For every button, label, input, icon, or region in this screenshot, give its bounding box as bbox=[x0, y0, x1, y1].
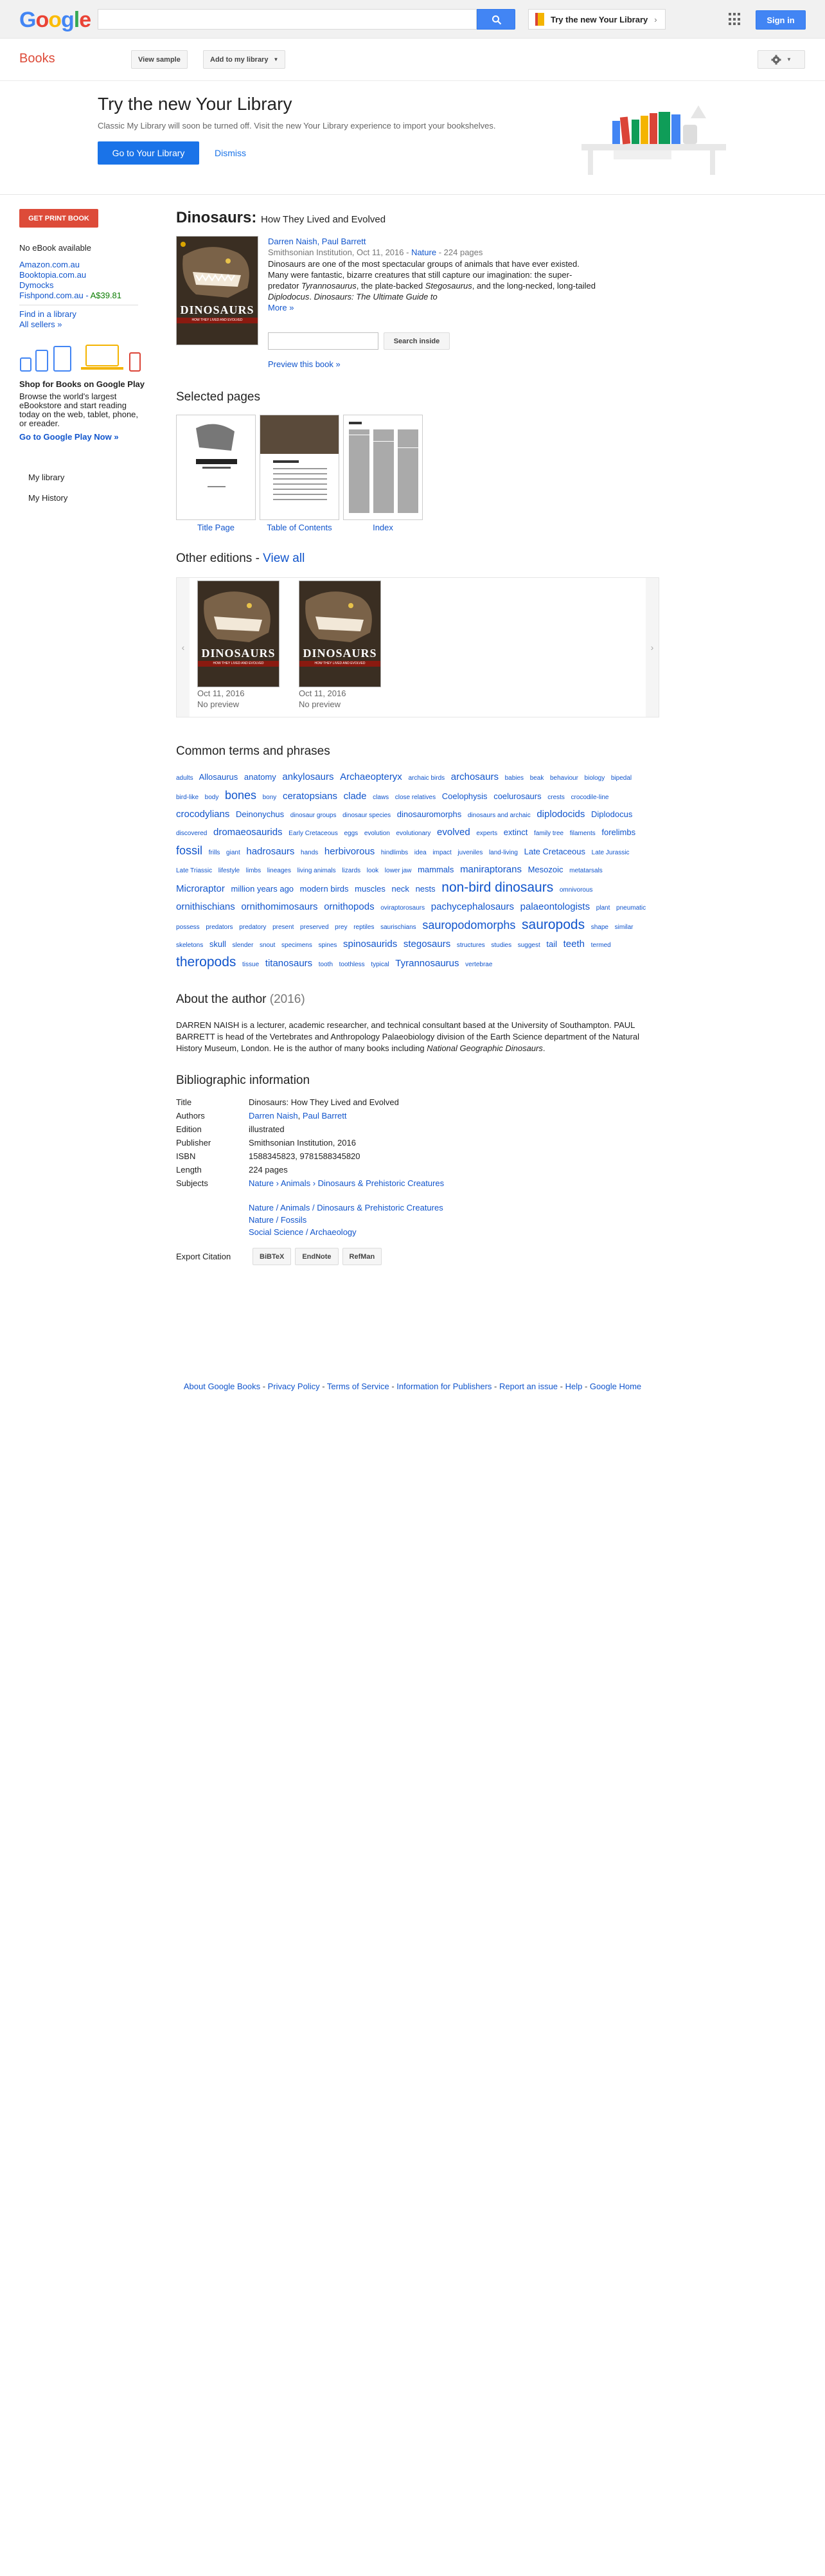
get-print-book-button[interactable]: GET PRINT BOOK bbox=[19, 209, 98, 228]
logo-letter: g bbox=[61, 8, 74, 32]
add-to-library-button[interactable] bbox=[203, 50, 285, 69]
term-link[interactable]: babies bbox=[504, 775, 524, 782]
term-link[interactable]: Late Triassic bbox=[176, 867, 213, 874]
logo-letter: o bbox=[48, 8, 62, 32]
term-link[interactable]: similar bbox=[614, 924, 634, 931]
search-button[interactable] bbox=[477, 9, 515, 30]
term-link[interactable]: teeth bbox=[563, 939, 585, 950]
publisher-line: Smithsonian Institution, Oct 11, 2016 bbox=[268, 248, 404, 257]
footer: About Google Books - Privacy Policy - Terms of Service - Information for Publishers - Report an issue - Help - Google Home bbox=[183, 1382, 642, 1391]
edition-cover bbox=[299, 581, 381, 687]
term-link[interactable]: skeletons bbox=[176, 942, 204, 949]
footer-link[interactable]: Privacy Policy bbox=[267, 1382, 320, 1391]
term-link[interactable]: bony bbox=[262, 794, 277, 801]
term-link[interactable]: herbivorous bbox=[324, 846, 375, 857]
left-sidebar bbox=[19, 209, 145, 509]
author-link[interactable]: Darren Naish bbox=[249, 1111, 298, 1121]
edition-item[interactable] bbox=[197, 581, 281, 709]
shop-text: Browse the world's largest eBookstore and start reading today on the web, tablet, phone, or ereader. bbox=[19, 392, 139, 428]
index-page-image bbox=[343, 415, 423, 520]
cover-subtitle: HOW THEY LIVED AND EVOLVED bbox=[299, 661, 380, 667]
term-link[interactable]: predatory bbox=[239, 924, 267, 931]
page-count: 224 pages bbox=[443, 248, 483, 257]
table-row bbox=[176, 1176, 444, 1239]
term-link[interactable]: tail bbox=[546, 939, 557, 949]
page-caption: Title Page bbox=[197, 523, 235, 532]
bibliographic-heading: Bibliographic information bbox=[176, 1074, 310, 1087]
cover-title: DINOSAURS bbox=[201, 647, 276, 660]
term-link[interactable]: discovered bbox=[176, 830, 208, 837]
term-link[interactable]: lifestyle bbox=[218, 867, 240, 874]
page-caption: Table of Contents bbox=[267, 523, 332, 532]
table-row bbox=[176, 1163, 444, 1176]
term-link[interactable]: snout bbox=[259, 942, 276, 949]
add-to-library-label: Add to my library bbox=[210, 55, 269, 64]
footer-link[interactable]: About Google Books bbox=[183, 1382, 261, 1391]
term-link[interactable]: ankylosaurs bbox=[282, 771, 334, 782]
term-link[interactable]: vertebrae bbox=[465, 961, 493, 968]
term-link[interactable]: forelimbs bbox=[601, 827, 636, 837]
library-promo bbox=[0, 81, 825, 195]
term-link[interactable]: termed bbox=[590, 942, 611, 949]
go-to-library-button[interactable]: Go to Your Library bbox=[98, 141, 199, 165]
bookshelf-illustration bbox=[581, 99, 726, 175]
top-bar bbox=[0, 0, 825, 39]
try-library-button[interactable] bbox=[528, 9, 666, 30]
term-link[interactable]: mammals bbox=[418, 865, 454, 874]
term-link[interactable]: tooth bbox=[318, 961, 333, 968]
term-link[interactable]: dinosauromorphs bbox=[396, 809, 462, 819]
nav-list bbox=[19, 467, 145, 509]
try-library-label: Try the new Your Library bbox=[551, 14, 648, 24]
term-link[interactable]: look bbox=[366, 867, 379, 874]
fishpond-price: A$39.81 bbox=[90, 291, 122, 300]
term-link[interactable]: ceratopsians bbox=[282, 791, 337, 802]
bib-value: illustrated bbox=[249, 1124, 285, 1134]
term-link[interactable]: bird-like bbox=[176, 794, 199, 801]
other-editions-label: Other editions - bbox=[176, 552, 263, 565]
promo-subtitle: Classic My Library will soon be turned off. Visit the new Your Library experience to import your bookshelves. bbox=[98, 121, 496, 131]
about-author-label: About the author bbox=[176, 993, 267, 1006]
term-link[interactable]: experts bbox=[476, 830, 498, 837]
term-link[interactable]: predators bbox=[206, 924, 233, 931]
term-link[interactable]: ornithischians bbox=[176, 901, 235, 912]
nav-item-my-history[interactable]: My History bbox=[28, 493, 68, 503]
export-citation-label: Export Citation bbox=[176, 1252, 231, 1261]
sign-in-button[interactable]: Sign in bbox=[756, 10, 806, 30]
view-sample-button[interactable] bbox=[131, 50, 188, 69]
bib-value: Dinosaurs: How They Lived and Evolved bbox=[249, 1097, 399, 1107]
term-link[interactable]: specimens bbox=[281, 942, 312, 949]
page-caption: Index bbox=[373, 523, 393, 532]
term-link[interactable]: fossil bbox=[176, 844, 203, 857]
book-subtitle: How They Lived and Evolved bbox=[261, 214, 386, 225]
term-link[interactable]: impact bbox=[432, 849, 452, 856]
sellers-list bbox=[19, 260, 145, 301]
main-content bbox=[176, 209, 659, 1265]
term-link[interactable]: sauropods bbox=[522, 917, 585, 932]
term-link[interactable]: Deinonychus bbox=[236, 809, 285, 819]
term-link[interactable]: shape bbox=[590, 924, 608, 931]
bib-key: Length bbox=[176, 1165, 202, 1175]
book-info bbox=[176, 236, 659, 371]
seller-link[interactable]: Booktopia.com.au bbox=[19, 270, 87, 280]
term-link[interactable]: tissue bbox=[242, 961, 260, 968]
term-link[interactable]: omnivorous bbox=[559, 887, 593, 894]
search-inside-button[interactable]: Search inside bbox=[384, 332, 450, 350]
term-link[interactable]: spinosaurids bbox=[343, 939, 398, 950]
term-link[interactable]: lineages bbox=[267, 867, 291, 874]
term-link[interactable]: archosaurs bbox=[450, 771, 499, 782]
logo-letter: o bbox=[35, 8, 49, 32]
logo-letter: G bbox=[19, 8, 36, 32]
term-link[interactable]: dromaeosaurids bbox=[213, 827, 283, 838]
book-details: Darren Naish, Paul Barrett Smithsonian Institution, Oct 11, 2016 - Nature - 224 pages Dinosaurs are one of the most spectacular groups of animals that have ever existed. Many were fantastic, bizarre creatures that still capture our imagination: the super-predator Tyrannosaurus, the plate-backed Stegosaurus, and the long-necked, long-tailed Diplodocus. Dinosaurs: The Ultimate Guide to More » bbox=[268, 236, 602, 313]
bib-key: Title bbox=[176, 1097, 192, 1107]
term-link[interactable]: million years ago bbox=[231, 884, 294, 894]
term-link[interactable]: pachycephalosaurs bbox=[430, 901, 515, 912]
term-link[interactable]: giant bbox=[226, 849, 240, 856]
term-link[interactable]: diplodocids bbox=[537, 809, 585, 820]
table-row bbox=[176, 1149, 444, 1163]
term-link[interactable]: dinosaurs and archaic bbox=[467, 812, 531, 819]
promo-title: Try the new Your Library bbox=[98, 94, 292, 114]
term-link[interactable]: bones bbox=[224, 789, 256, 802]
subject-link[interactable]: Nature / Fossils bbox=[249, 1215, 307, 1225]
carousel-next-arrow[interactable]: › bbox=[646, 578, 659, 717]
all-sellers-link[interactable]: All sellers » bbox=[19, 320, 62, 329]
carousel-prev-arrow[interactable]: ‹ bbox=[177, 578, 190, 717]
books-label[interactable]: Books bbox=[19, 51, 55, 66]
library-icon bbox=[535, 13, 544, 26]
chevron-right-icon: › bbox=[654, 14, 657, 24]
more-link[interactable]: More » bbox=[268, 303, 294, 312]
seller-link[interactable]: Fishpond.com.au - A$39.81 bbox=[19, 291, 122, 300]
term-link[interactable]: nests bbox=[415, 884, 436, 894]
term-link[interactable]: Diplodocus bbox=[591, 809, 633, 819]
term-link[interactable]: Allosaurus bbox=[199, 772, 238, 782]
term-link[interactable]: palaeontologists bbox=[520, 901, 590, 912]
term-link[interactable]: hands bbox=[301, 849, 319, 856]
dismiss-link[interactable]: Dismiss bbox=[215, 148, 246, 158]
view-sample-label: View sample bbox=[138, 55, 181, 64]
other-editions-heading bbox=[176, 552, 659, 566]
term-link[interactable]: maniraptorans bbox=[460, 864, 522, 875]
footer-link[interactable]: Information for Publishers bbox=[396, 1382, 492, 1391]
term-link[interactable]: spines bbox=[318, 942, 337, 949]
term-link[interactable]: family tree bbox=[533, 830, 564, 837]
term-link[interactable]: frills bbox=[208, 849, 220, 856]
common-terms-heading: Common terms and phrases bbox=[176, 744, 330, 758]
edition-cover bbox=[197, 581, 279, 687]
page-thumbnail[interactable] bbox=[343, 415, 423, 532]
term-link[interactable]: Tyrannosaurus bbox=[395, 958, 459, 969]
term-link[interactable]: metatarsals bbox=[569, 867, 603, 874]
term-link[interactable]: present bbox=[272, 924, 294, 931]
term-link[interactable]: saurischians bbox=[380, 924, 416, 931]
refman-button[interactable]: RefMan bbox=[342, 1248, 382, 1265]
term-link[interactable]: Mesozoic bbox=[528, 865, 563, 874]
bib-key: Publisher bbox=[176, 1138, 211, 1148]
term-link[interactable]: possess bbox=[176, 924, 200, 931]
no-ebook-text: No eBook available bbox=[19, 243, 92, 253]
term-link[interactable]: Archaeopteryx bbox=[340, 771, 402, 782]
term-link[interactable]: studies bbox=[491, 942, 512, 949]
term-link[interactable]: plant bbox=[596, 905, 610, 912]
preview-link[interactable]: Preview this book » bbox=[268, 359, 341, 369]
term-link[interactable]: structures bbox=[456, 942, 485, 949]
books-header bbox=[0, 39, 825, 81]
term-link[interactable]: clade bbox=[343, 791, 367, 802]
term-link[interactable]: archaic birds bbox=[408, 775, 445, 782]
term-link[interactable]: juveniles bbox=[457, 849, 483, 856]
seller-link[interactable]: Amazon.com.au bbox=[19, 260, 80, 269]
term-link[interactable]: lizards bbox=[342, 867, 361, 874]
bib-value: 224 pages bbox=[249, 1165, 288, 1175]
cover-subtitle: HOW THEY LIVED AND EVOLVED bbox=[177, 318, 258, 323]
gear-icon bbox=[771, 55, 781, 65]
shop-title: Shop for Books on Google Play bbox=[19, 379, 145, 389]
view-all-link[interactable]: View all bbox=[263, 552, 305, 565]
author-link[interactable]: Paul Barrett bbox=[302, 1111, 347, 1121]
term-link[interactable]: anatomy bbox=[244, 772, 276, 782]
edition-date: Oct 11, 2016 bbox=[299, 689, 346, 698]
term-link[interactable]: reptiles bbox=[353, 924, 375, 931]
bib-key: Subjects bbox=[176, 1178, 208, 1188]
cover-title: DINOSAURS bbox=[180, 303, 254, 316]
find-in-library-link[interactable]: Find in a library bbox=[19, 309, 76, 319]
fishpond-label: Fishpond.com.au bbox=[19, 291, 84, 300]
category-link[interactable]: Nature bbox=[411, 248, 437, 257]
term-link[interactable]: living animals bbox=[297, 867, 336, 874]
settings-button[interactable] bbox=[758, 50, 805, 69]
subject-link[interactable]: Nature / Animals / Dinosaurs & Prehistoric Creatures bbox=[249, 1203, 443, 1212]
caret-down-icon: ▼ bbox=[273, 57, 279, 62]
search-icon bbox=[492, 15, 502, 25]
authors-link[interactable]: Darren Naish, Paul Barrett bbox=[268, 237, 366, 246]
cover-title: DINOSAURS bbox=[303, 647, 377, 660]
bib-key: Edition bbox=[176, 1124, 202, 1134]
term-link[interactable]: Microraptor bbox=[176, 883, 225, 894]
selected-pages-heading: Selected pages bbox=[176, 390, 260, 404]
term-link[interactable]: bipedal bbox=[610, 775, 632, 782]
devices-illustration bbox=[19, 344, 145, 372]
term-link[interactable]: Late Cretaceous bbox=[524, 847, 586, 856]
term-link[interactable]: dinosaur species bbox=[342, 812, 391, 819]
apps-grid-icon[interactable] bbox=[729, 13, 741, 26]
common-terms-cloud bbox=[176, 769, 659, 973]
term-link[interactable]: biology bbox=[584, 775, 605, 782]
term-link[interactable]: evolved bbox=[437, 827, 470, 838]
term-link[interactable]: Early Cretaceous bbox=[288, 830, 338, 837]
edition-date: Oct 11, 2016 bbox=[197, 689, 245, 698]
term-link[interactable]: modern birds bbox=[299, 884, 349, 894]
term-link[interactable]: sauropodomorphs bbox=[422, 919, 516, 932]
footer-link[interactable]: Help bbox=[565, 1382, 583, 1391]
bib-key: Authors bbox=[176, 1111, 205, 1121]
term-link[interactable]: land-living bbox=[488, 849, 518, 856]
term-link[interactable]: Late Jurassic bbox=[591, 849, 630, 856]
endnote-button[interactable]: EndNote bbox=[295, 1248, 338, 1265]
book-description: Dinosaurs are one of the most spectacular groups of animals that have ever existed. Many were fantastic, bizarre creatures that still capture our imagination: the super-predator Tyrannosaurus, the plate-backed Stegosaurus, and the long-necked, long-tailed Diplodocus. Dinosaurs: The Ultimate Guide to bbox=[268, 259, 596, 302]
caret-down-icon: ▼ bbox=[786, 57, 792, 62]
subject-link[interactable]: Nature › Animals › Dinosaurs & Prehistoric Creatures bbox=[249, 1178, 445, 1188]
bib-value: Smithsonian Institution, 2016 bbox=[249, 1138, 356, 1148]
term-link[interactable]: lower jaw bbox=[384, 867, 412, 874]
about-author-year: (2016) bbox=[269, 993, 305, 1006]
term-link[interactable]: ornithopods bbox=[324, 901, 375, 912]
term-link[interactable]: neck bbox=[391, 884, 409, 894]
table-row bbox=[176, 1095, 444, 1109]
edition-note: No preview bbox=[197, 699, 240, 709]
toc-page-image bbox=[260, 415, 339, 520]
editions-carousel bbox=[176, 577, 659, 717]
bib-key: ISBN bbox=[176, 1151, 196, 1161]
table-row bbox=[176, 1122, 444, 1136]
term-link[interactable]: hindlimbs bbox=[380, 849, 409, 856]
selected-pages bbox=[176, 415, 659, 532]
term-link[interactable]: non-bird dinosaurs bbox=[441, 880, 554, 895]
term-link[interactable]: eggs bbox=[344, 830, 359, 837]
google-play-link[interactable]: Go to Google Play Now » bbox=[19, 432, 119, 442]
bib-value: 1588345823, 9781588345820 bbox=[249, 1151, 360, 1161]
term-link[interactable]: adults bbox=[176, 775, 193, 782]
term-link[interactable]: slender bbox=[232, 942, 254, 949]
book-title bbox=[176, 209, 659, 227]
term-link[interactable]: evolution bbox=[364, 830, 390, 837]
term-link[interactable]: stegosaurs bbox=[403, 939, 451, 950]
term-link[interactable]: theropods bbox=[176, 955, 236, 969]
term-link[interactable]: limbs bbox=[245, 867, 262, 874]
term-link[interactable]: ornithomimosaurs bbox=[241, 901, 318, 912]
dinosaur-cover-art bbox=[177, 237, 258, 345]
term-link[interactable]: behaviour bbox=[550, 775, 578, 782]
term-link[interactable]: coelurosaurs bbox=[493, 791, 542, 801]
title-page-image bbox=[176, 415, 256, 520]
term-link[interactable]: filaments bbox=[569, 830, 596, 837]
term-link[interactable]: toothless bbox=[339, 961, 365, 968]
term-link[interactable]: skull bbox=[209, 939, 226, 949]
term-link[interactable]: evolutionary bbox=[396, 830, 431, 837]
term-link[interactable]: body bbox=[204, 794, 219, 801]
page-thumbnail[interactable] bbox=[176, 415, 256, 532]
about-author-heading bbox=[176, 993, 659, 1007]
book-cover[interactable] bbox=[176, 236, 258, 345]
term-link[interactable]: extinct bbox=[503, 827, 528, 837]
term-link[interactable]: beak bbox=[529, 775, 544, 782]
term-link[interactable]: muscles bbox=[355, 884, 386, 894]
table-row bbox=[176, 1136, 444, 1149]
bibliographic-table bbox=[176, 1095, 444, 1239]
term-link[interactable]: crocodile-line bbox=[571, 794, 609, 801]
search-inside-input[interactable] bbox=[268, 332, 378, 350]
term-link[interactable]: close relatives bbox=[395, 794, 436, 801]
cover-subtitle: HOW THEY LIVED AND EVOLVED bbox=[198, 661, 279, 667]
logo-letter: l bbox=[73, 8, 80, 32]
term-link[interactable]: dinosaur groups bbox=[290, 812, 337, 819]
subject-link[interactable]: Social Science / Archaeology bbox=[249, 1227, 357, 1237]
export-citation bbox=[176, 1248, 659, 1265]
bibtex-button[interactable]: BiBTeX bbox=[253, 1248, 291, 1265]
search-input[interactable] bbox=[98, 9, 477, 30]
footer-link[interactable]: Report an issue bbox=[499, 1382, 558, 1391]
term-link[interactable]: hadrosaurs bbox=[246, 846, 295, 857]
term-link[interactable]: typical bbox=[371, 961, 389, 968]
term-link[interactable]: crests bbox=[547, 794, 565, 801]
about-author-text: DARREN NAISH is a lecturer, academic researcher, and technical consultant based at the University of Southampton. PAUL BARRETT is head of the Vertebrates and Anthropology Palaeobiology division of the Earth Science department of the Natural History Museum, London. He is the author of many books including National Geographic Dinosaurs. bbox=[176, 1020, 639, 1053]
logo-letter: e bbox=[79, 8, 91, 32]
term-link[interactable]: pneumatic bbox=[616, 905, 646, 912]
book-title-main: Dinosaurs: bbox=[176, 209, 257, 226]
term-link[interactable]: prey bbox=[335, 924, 348, 931]
footer-link[interactable]: Terms of Service bbox=[326, 1382, 389, 1391]
term-link[interactable]: idea bbox=[414, 849, 427, 856]
term-link[interactable]: Coelophysis bbox=[441, 791, 488, 801]
google-logo[interactable] bbox=[19, 8, 91, 33]
footer-link[interactable]: Google Home bbox=[589, 1382, 642, 1391]
seller-link[interactable]: Dymocks bbox=[19, 280, 54, 290]
term-link[interactable]: titanosaurs bbox=[265, 958, 313, 969]
nav-item-my-library[interactable]: My library bbox=[28, 473, 65, 482]
edition-item[interactable] bbox=[299, 581, 382, 709]
term-link[interactable]: claws bbox=[373, 794, 389, 801]
edition-note: No preview bbox=[299, 699, 341, 709]
table-row: Authors Darren Naish, Paul Barrett bbox=[176, 1109, 444, 1122]
term-link[interactable]: preserved bbox=[300, 924, 329, 931]
term-link[interactable]: suggest bbox=[517, 942, 540, 949]
term-link[interactable]: crocodylians bbox=[176, 809, 230, 820]
page-thumbnail[interactable] bbox=[260, 415, 339, 532]
term-link[interactable]: oviraptorosaurs bbox=[380, 905, 425, 912]
